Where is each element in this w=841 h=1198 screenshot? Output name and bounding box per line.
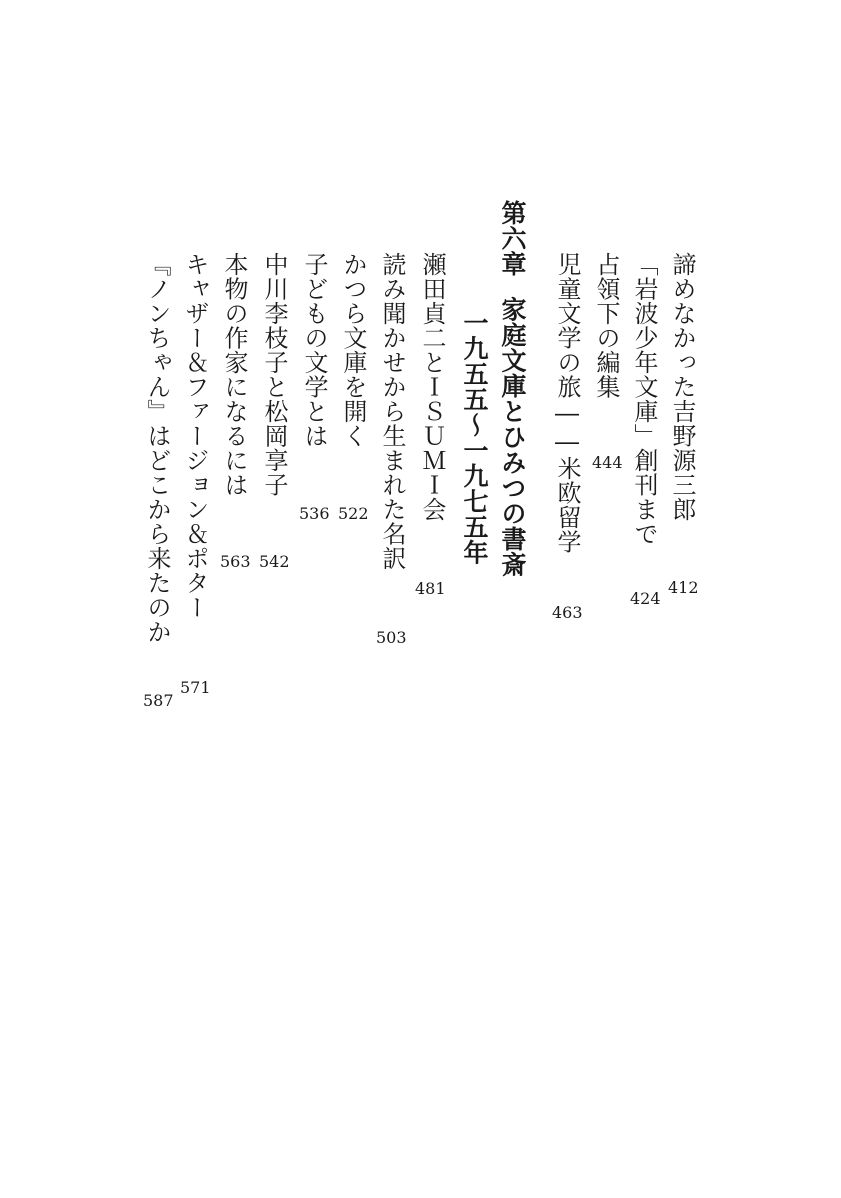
chapter-years: 一九五五～一九七五年 bbox=[460, 310, 489, 565]
toc-entry-page: 424 bbox=[630, 589, 661, 608]
toc-entry-page: 563 bbox=[220, 552, 251, 571]
toc-entry-page: 412 bbox=[668, 578, 699, 597]
toc-entry-title: 読み聞かせから生まれた名訳 bbox=[378, 252, 406, 571]
toc-entry-page: 463 bbox=[552, 603, 583, 622]
toc-entry-title: 子どもの文学とは bbox=[300, 252, 328, 448]
toc-entry-title: 児童文学の旅――米欧留学 bbox=[553, 252, 581, 554]
toc-entry-title: 諦めなかった吉野源三郎 bbox=[668, 252, 696, 522]
toc-entry-title: 本物の作家になるには bbox=[220, 252, 248, 497]
toc-entry-title: 占領下の編集 bbox=[592, 252, 620, 399]
toc-entry-page: 522 bbox=[338, 504, 369, 523]
toc-entry-page: 503 bbox=[376, 628, 407, 647]
toc-entry-title: 『ノンちゃん』はどこから来たのか bbox=[143, 252, 171, 644]
toc-entry-title: キャザー＆ファージョン＆ポター bbox=[181, 252, 209, 620]
toc-entry-page: 542 bbox=[259, 552, 290, 571]
chapter-heading bbox=[500, 200, 525, 577]
toc-entry-page: 571 bbox=[180, 678, 211, 697]
toc-entry-page: 481 bbox=[415, 579, 446, 598]
toc-entry-page: 587 bbox=[143, 691, 174, 710]
toc-entry-page: 444 bbox=[592, 453, 623, 472]
toc-entry-page: 536 bbox=[299, 504, 330, 523]
toc-entry-title: 瀬田貞二とＩＳＵＭＩ会 bbox=[418, 252, 446, 522]
chapter-label: 第六章 bbox=[498, 200, 527, 277]
toc-entry-title: 中川李枝子と松岡享子 bbox=[260, 252, 288, 497]
toc-entry-title: かつら文庫を開く bbox=[339, 252, 367, 448]
chapter-title: 家庭文庫とひみつの書斎 bbox=[498, 296, 527, 577]
toc-entry-title: 「岩波少年文庫」創刊まで bbox=[630, 252, 658, 546]
